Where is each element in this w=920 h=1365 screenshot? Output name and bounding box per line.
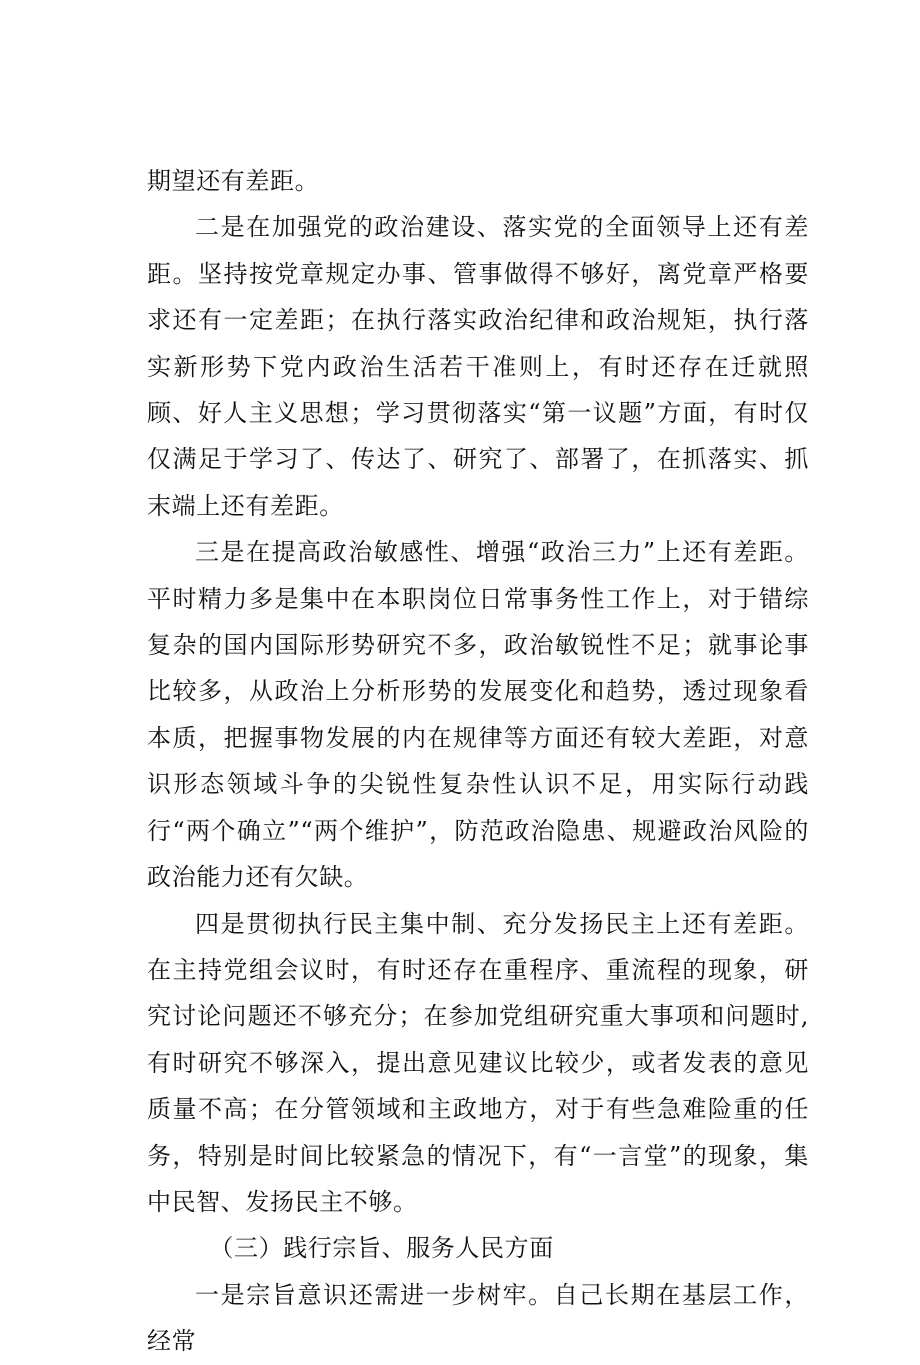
document-body xyxy=(147,158,809,1365)
paragraph-political-building: 二是在加强党的政治建设、落实党的全面领导上还有差距。坚持按党章规定办事、管事做得不够好，离党章严格要求还有一定差距；在执行落实政治纪律和政治规矩，执行落实新形势下党内政治生活若干准则上，有时还存在迁就照顾、好人主义思想；学习贯彻落实“第一议题”方面，有时仅仅满足于学习了、传达了、研究了、部署了，在抓落实、抓末端上还有差距。 xyxy=(147,213,809,520)
section-heading: （三）践行宗旨、服务人民方面 xyxy=(209,1234,554,1263)
paragraph-political-sensitivity: 三是在提高政治敏感性、增强“政治三力”上还有差距。平时精力多是集中在本职岗位日常事务性工作上，对于错综复杂的国内国际形势研究不多，政治敏锐性不足；就事论事比较多，从政治上分析形势的发展变化和趋势，透过现象看本质，把握事物发展的内在规律等方面还有较大差距，对意识形态领域斗争的尖锐性复杂性认识不足，用实际行动践行“两个确立”“两个维护”，防范政治隐患、规避政治风险的政治能力还有欠缺。 xyxy=(147,538,809,892)
paragraph-democratic-centralism: 四是贯彻执行民主集中制、充分发扬民主上还有差距。在主持党组会议时，有时还存在重程序、重流程的现象，研究讨论问题还不够充分；在参加党组研究重大事项和问题时,有时研究不够深入，提出意见建议比较少，或者发表的意见质量不高；在分管领域和主政地方，对于有些急难险重的任务，特别是时间比较紧急的情况下，有“一言堂”的现象，集中民智、发扬民主不够。 xyxy=(147,909,809,1216)
paragraph-purpose-awareness: 一是宗旨意识还需进一步树牢。自己长期在基层工作，经常 xyxy=(147,1280,809,1356)
paragraph-continuation: 期望还有差距。 xyxy=(147,167,320,195)
